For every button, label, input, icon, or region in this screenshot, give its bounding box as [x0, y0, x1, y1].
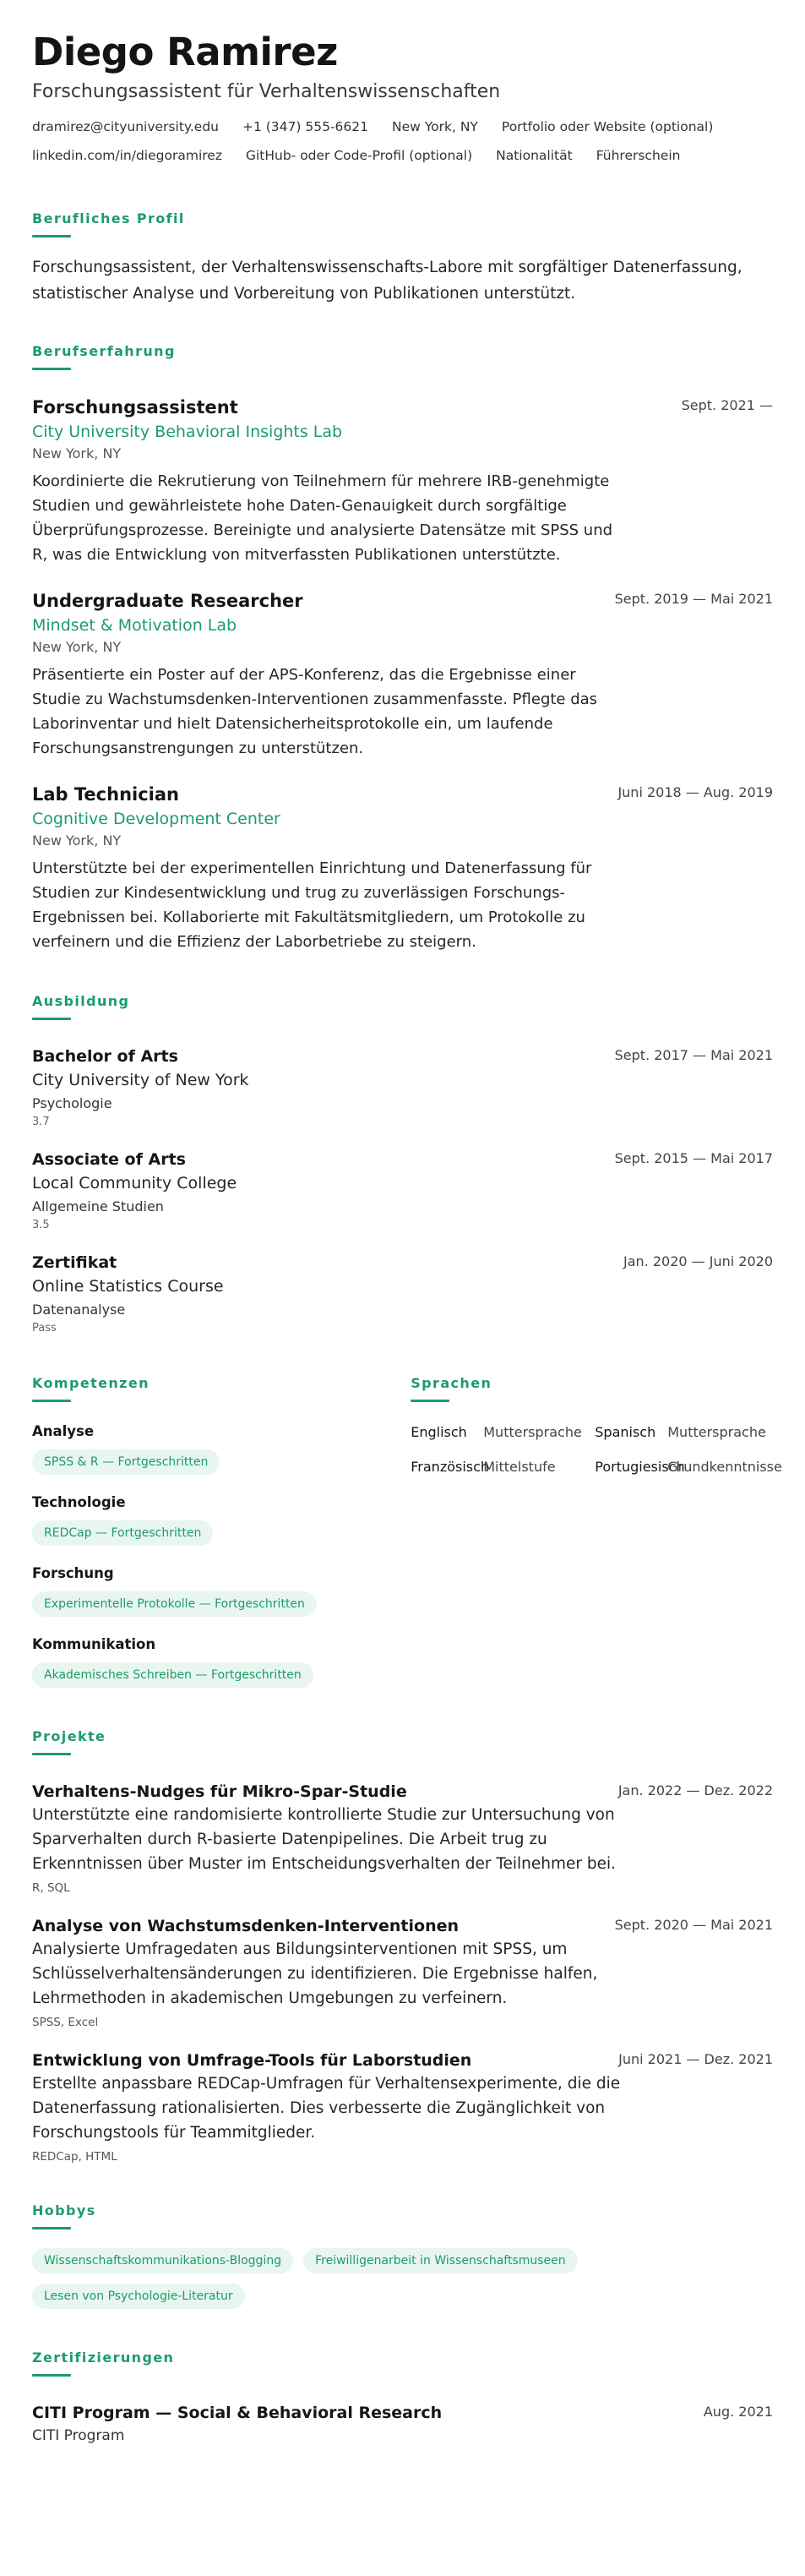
education-entry	[32, 1252, 773, 1336]
degree: Zertifikat	[32, 1253, 117, 1272]
experience-entry	[32, 783, 773, 954]
section-divider	[32, 368, 71, 370]
hobby-pill: Lesen von Psychologie-Literatur	[32, 2284, 245, 2309]
field-of-study: Psychologie	[32, 1095, 112, 1111]
email-link[interactable]: dramirez@cityuniversity.edu	[32, 119, 219, 134]
language-name: Spanisch	[595, 1424, 656, 1440]
school: City University of New York	[32, 1071, 249, 1089]
language-name: Französisch	[411, 1459, 490, 1475]
language-level: Grundkenntnisse	[667, 1459, 782, 1475]
section-divider	[32, 235, 71, 237]
section-title: Berufliches Profil	[32, 210, 185, 226]
entry-location: New York, NY	[32, 445, 122, 461]
skills-languages-row	[32, 1375, 782, 1688]
certification-name: CITI Program — Social & Behavioral Research	[32, 2404, 443, 2422]
grade: Pass	[32, 1322, 57, 1334]
section-title: Projekte	[32, 1728, 106, 1744]
entry-date: Sept. 2021 —	[681, 397, 773, 413]
phone-number[interactable]: +1 (347) 555-6621	[242, 119, 368, 134]
hobby-pill: Freiwilligenarbeit in Wissenschaftsmuseen	[303, 2248, 578, 2273]
skill-category: Forschung	[32, 1565, 114, 1581]
portfolio-link[interactable]: Portfolio oder Website (optional)	[501, 119, 714, 134]
education-entry	[32, 1149, 773, 1233]
entry-date: Jan. 2022 — Dez. 2022	[617, 1782, 773, 1798]
school: Online Statistics Course	[32, 1277, 224, 1296]
section-title: Zertifizierungen	[32, 2350, 175, 2366]
entry-date: Jan. 2020 — Juni 2020	[623, 1253, 773, 1269]
section-divider	[32, 2374, 71, 2377]
section-divider	[32, 2227, 71, 2229]
contact-row	[32, 118, 773, 135]
entry-date: Sept. 2019 — Mai 2021	[614, 591, 773, 607]
entry-location: New York, NY	[32, 832, 122, 849]
section-title: Sprachen	[411, 1375, 492, 1391]
language-level: Muttersprache	[667, 1424, 766, 1440]
employer: Cognitive Development Center	[32, 810, 280, 828]
section-title: Ausbildung	[32, 993, 130, 1009]
project-technologies: R, SQL	[32, 1881, 70, 1895]
language-name: Portugiesisch	[595, 1459, 685, 1475]
language-name: Englisch	[411, 1424, 467, 1440]
job-title: Forschungsassistent	[32, 397, 238, 418]
entry-date: Juni 2018 — Aug. 2019	[617, 784, 773, 800]
skill-pill: SPSS & R — Fortgeschritten	[32, 1449, 220, 1475]
education-section	[32, 993, 773, 1336]
skill-category: Kommunikation	[32, 1636, 156, 1652]
project-entry	[32, 2049, 773, 2165]
profile-section	[32, 210, 773, 307]
candidate-name: Diego Ramirez	[32, 30, 338, 74]
profile-summary: Forschungsassistent, der Verhaltenswissenschafts-Labore mit sorgfältiger Datenerfassung, statistischer Analyse und Vorbereitung von Publikationen unterstützt.	[32, 259, 742, 303]
skill-category: Analyse	[32, 1423, 95, 1439]
skill-group	[32, 1635, 411, 1688]
project-entry	[32, 1781, 773, 1897]
job-title: Lab Technician	[32, 784, 179, 805]
entry-date: Sept. 2020 — Mai 2021	[614, 1917, 773, 1933]
entry-description: Unterstützte bei der experimentellen Einrichtung und Datenerfassung für Studien zur Kindesentwicklung und trug zu zuverlässigen Forschungs-Ergebnissen bei. Kollaborierte mit Fakultätsmitgliedern, um Protokolle zu verfeinern und die Effizienz der Laborbetriebe zu steigern.	[32, 860, 592, 951]
linkedin-link[interactable]: linkedin.com/in/diegoramirez	[32, 148, 222, 163]
certifications-section	[32, 2350, 773, 2445]
skill-category: Technologie	[32, 1494, 126, 1510]
certification-entry	[32, 2402, 773, 2445]
skill-group	[32, 1422, 411, 1475]
projects-section	[32, 1728, 773, 2165]
skill-group	[32, 1493, 411, 1546]
headline: Forschungsassistent für Verhaltenswissenschaften	[32, 81, 501, 102]
languages-section	[411, 1375, 782, 1688]
hobbies-section	[32, 2202, 773, 2309]
project-name: Verhaltens-Nudges für Mikro-Spar-Studie	[32, 1782, 407, 1801]
field-of-study: Allgemeine Studien	[32, 1198, 164, 1214]
drivers-license: Führerschein	[596, 148, 681, 163]
project-description: Analysierte Umfragedaten aus Bildungsinterventionen mit SPSS, um Schlüsselverhaltensänderungen zu identifizieren. Die Ergebnisse halfen, Lehrmethoden in akademischen Umgebungen zu verfeinern.	[32, 1940, 598, 2007]
entry-date: Sept. 2017 — Mai 2021	[614, 1047, 773, 1063]
section-divider	[32, 1018, 71, 1020]
github-link[interactable]: GitHub- oder Code-Profil (optional)	[245, 148, 473, 163]
skill-group	[32, 1564, 411, 1617]
section-divider	[32, 1400, 71, 1402]
project-name: Entwicklung von Umfrage-Tools für Laborstudien	[32, 2051, 472, 2070]
degree: Bachelor of Arts	[32, 1047, 178, 1066]
section-title: Hobbys	[32, 2202, 96, 2219]
hobby-pill: Wissenschaftskommunikations-Blogging	[32, 2248, 293, 2273]
skill-pill: Experimentelle Protokolle — Fortgeschritten	[32, 1591, 317, 1617]
experience-entry	[32, 396, 773, 567]
grade: 3.7	[32, 1116, 50, 1128]
employer: City University Behavioral Insights Lab	[32, 423, 343, 441]
skill-pill: Akademisches Schreiben — Fortgeschritten	[32, 1662, 313, 1688]
contact-row	[32, 147, 773, 164]
project-description: Erstellte anpassbare REDCap-Umfragen für Verhaltensexperimente, die die Datenerfassung rationalisierten. Dies verbesserte die Zugänglichkeit von Forschungstools für Teammitglieder.	[32, 2075, 621, 2142]
entry-date: Juni 2021 — Dez. 2021	[618, 2051, 773, 2067]
project-description: Unterstützte eine randomisierte kontrollierte Studie zur Untersuchung von Sparverhalten durch R-basierte Datenpipelines. Die Arbeit trug zu Erkenntnissen über Muster im Entscheidungsverhalten der Teilnehmer bei.	[32, 1806, 617, 1873]
location: New York, NY	[392, 119, 478, 134]
project-technologies: SPSS, Excel	[32, 2016, 99, 2029]
project-entry	[32, 1915, 773, 2031]
employer: Mindset & Motivation Lab	[32, 616, 237, 635]
field-of-study: Datenanalyse	[32, 1302, 126, 1318]
section-divider	[411, 1400, 449, 1402]
entry-description: Präsentierte ein Poster auf der APS-Konferenz, das die Ergebnisse einer Studie zu Wachstumsdenken-Interventionen zusammenfasste. Pflegte das Laborinventar und hielt Datensicherheitsprotokolle ein, um laufende Forschungsanstrengungen zu unterstützen.	[32, 666, 598, 757]
skills-section	[32, 1375, 411, 1688]
entry-location: New York, NY	[32, 639, 122, 655]
job-title: Undergraduate Researcher	[32, 591, 303, 611]
hobby-list	[32, 2248, 674, 2309]
entry-description: Koordinierte die Rekrutierung von Teilnehmern für mehrere IRB-genehmigte Studien und gewährleistete hohe Daten-Genauigkeit durch sorgfältige Überprüfungsprozesse. Bereinigte und analysierte Datensätze mit SPSS und R, was die Entwicklung von mitverfassten Publikationen unterstützte.	[32, 472, 613, 564]
entry-date: Sept. 2015 — Mai 2017	[614, 1150, 773, 1166]
school: Local Community College	[32, 1174, 237, 1192]
section-title: Kompetenzen	[32, 1375, 150, 1391]
skill-pill: REDCap — Fortgeschritten	[32, 1520, 213, 1546]
experience-entry	[32, 589, 773, 761]
language-level: Muttersprache	[483, 1424, 582, 1440]
project-technologies: REDCap, HTML	[32, 2150, 117, 2164]
nationality: Nationalität	[496, 148, 573, 163]
degree: Associate of Arts	[32, 1150, 186, 1169]
experience-section	[32, 343, 773, 954]
language-list	[411, 1424, 782, 1475]
language-level: Mittelstufe	[483, 1459, 556, 1475]
education-entry	[32, 1045, 773, 1130]
entry-date: Aug. 2021	[703, 2404, 773, 2420]
grade: 3.5	[32, 1219, 50, 1231]
section-divider	[32, 1753, 71, 1755]
project-name: Analyse von Wachstumsdenken-Interventionen	[32, 1917, 460, 1935]
section-title: Berufserfahrung	[32, 343, 176, 359]
certification-issuer: CITI Program	[32, 2427, 125, 2444]
